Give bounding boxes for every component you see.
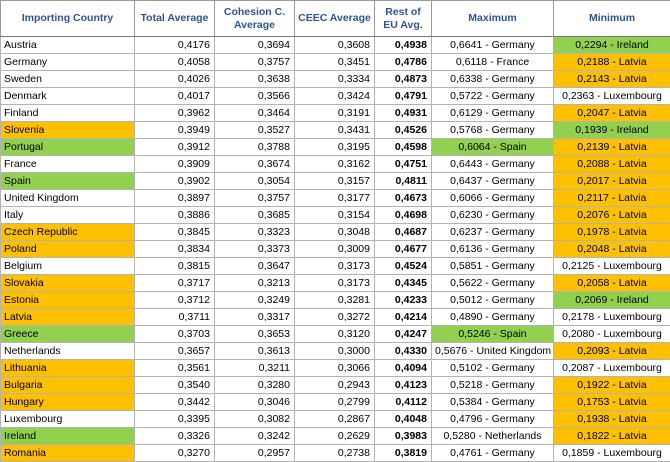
cell-ceec-average: 0,3066 [295, 360, 375, 377]
cell-rest-eu-average: 0,4698 [375, 207, 432, 224]
cell-total-average: 0,3886 [135, 207, 215, 224]
cell-total-average: 0,3897 [135, 190, 215, 207]
header-ceec-average: CEEC Average [295, 1, 375, 37]
table-row [1, 105, 670, 122]
cell-minimum: 0,2047 - Latvia [554, 105, 670, 122]
cell-minimum: 0,2017 - Latvia [554, 173, 670, 190]
cell-total-average: 0,3442 [135, 394, 215, 411]
cell-total-average: 0,3717 [135, 275, 215, 292]
table-header [1, 1, 670, 37]
cell-country: Greece [1, 326, 135, 343]
cell-ceec-average: 0,3000 [295, 343, 375, 360]
cell-rest-eu-average: 0,4811 [375, 173, 432, 190]
cell-country: Hungary [1, 394, 135, 411]
cell-country: Slovakia [1, 275, 135, 292]
cell-ceec-average: 0,3157 [295, 173, 375, 190]
header-total-average: Total Average [135, 1, 215, 37]
table-row [1, 88, 670, 105]
cell-country: Netherlands [1, 343, 135, 360]
cell-country: Lithuania [1, 360, 135, 377]
cell-rest-eu-average: 0,4214 [375, 309, 432, 326]
cell-rest-eu-average: 0,4123 [375, 377, 432, 394]
cell-total-average: 0,3909 [135, 156, 215, 173]
table-row [1, 360, 670, 377]
cell-ceec-average: 0,3154 [295, 207, 375, 224]
cell-minimum: 0,1938 - Latvia [554, 411, 670, 428]
cell-minimum: 0,1939 - Ireland [554, 122, 670, 139]
cell-maximum: 0,6338 - Germany [432, 71, 554, 88]
table-row [1, 224, 670, 241]
table-row [1, 71, 670, 88]
cell-maximum: 0,6443 - Germany [432, 156, 554, 173]
cell-total-average: 0,3949 [135, 122, 215, 139]
cell-minimum: 0,2058 - Latvia [554, 275, 670, 292]
cell-ceec-average: 0,3048 [295, 224, 375, 241]
cell-ceec-average: 0,3608 [295, 37, 375, 54]
cell-ceec-average: 0,3451 [295, 54, 375, 71]
cell-minimum: 0,1978 - Latvia [554, 224, 670, 241]
cell-maximum: 0,5218 - Germany [432, 377, 554, 394]
cell-maximum: 0,4890 - Germany [432, 309, 554, 326]
cell-minimum: 0,2093 - Latvia [554, 343, 670, 360]
cell-ceec-average: 0,2629 [295, 428, 375, 445]
cell-maximum: 0,5676 - United Kingdom [432, 343, 554, 360]
cell-maximum: 0,5102 - Germany [432, 360, 554, 377]
cell-cohesion-average: 0,2957 [215, 445, 295, 462]
cell-country: Spain [1, 173, 135, 190]
cell-total-average: 0,3962 [135, 105, 215, 122]
table-row [1, 190, 670, 207]
cell-country: Germany [1, 54, 135, 71]
cell-maximum: 0,6066 - Germany [432, 190, 554, 207]
cell-minimum: 0,2139 - Latvia [554, 139, 670, 156]
cell-cohesion-average: 0,3280 [215, 377, 295, 394]
cell-cohesion-average: 0,3242 [215, 428, 295, 445]
cell-total-average: 0,4017 [135, 88, 215, 105]
cell-country: Ireland [1, 428, 135, 445]
cell-total-average: 0,3711 [135, 309, 215, 326]
cell-minimum: 0,2188 - Latvia [554, 54, 670, 71]
cell-rest-eu-average: 0,4112 [375, 394, 432, 411]
cell-rest-eu-average: 0,4048 [375, 411, 432, 428]
cell-cohesion-average: 0,3373 [215, 241, 295, 258]
cell-minimum: 0,2076 - Latvia [554, 207, 670, 224]
cell-maximum: 0,6118 - France [432, 54, 554, 71]
cell-rest-eu-average: 0,4247 [375, 326, 432, 343]
cell-total-average: 0,4058 [135, 54, 215, 71]
table-row [1, 343, 670, 360]
cell-maximum: 0,5768 - Germany [432, 122, 554, 139]
cell-minimum: 0,1822 - Latvia [554, 428, 670, 445]
cell-total-average: 0,3845 [135, 224, 215, 241]
cell-total-average: 0,3815 [135, 258, 215, 275]
cell-cohesion-average: 0,3788 [215, 139, 295, 156]
table-row [1, 139, 670, 156]
cell-country: Denmark [1, 88, 135, 105]
cell-total-average: 0,3270 [135, 445, 215, 462]
cell-rest-eu-average: 0,4094 [375, 360, 432, 377]
table-row [1, 241, 670, 258]
cell-rest-eu-average: 0,4931 [375, 105, 432, 122]
cell-total-average: 0,3703 [135, 326, 215, 343]
cell-minimum: 0,2069 - Ireland [554, 292, 670, 309]
cell-cohesion-average: 0,3757 [215, 190, 295, 207]
cell-maximum: 0,5246 - Spain [432, 326, 554, 343]
cell-maximum: 0,4796 - Germany [432, 411, 554, 428]
cell-rest-eu-average: 0,3983 [375, 428, 432, 445]
cell-cohesion-average: 0,3674 [215, 156, 295, 173]
cell-cohesion-average: 0,3249 [215, 292, 295, 309]
cell-total-average: 0,3326 [135, 428, 215, 445]
cell-maximum: 0,6437 - Germany [432, 173, 554, 190]
cell-country: Bulgaria [1, 377, 135, 394]
table-row [1, 411, 670, 428]
cell-maximum: 0,6641 - Germany [432, 37, 554, 54]
cell-minimum: 0,2125 - Luxembourg [554, 258, 670, 275]
cell-cohesion-average: 0,3653 [215, 326, 295, 343]
cell-ceec-average: 0,3281 [295, 292, 375, 309]
cell-minimum: 0,1753 - Latvia [554, 394, 670, 411]
cell-minimum: 0,2178 - Luxembourg [554, 309, 670, 326]
cell-maximum: 0,6230 - Germany [432, 207, 554, 224]
cell-cohesion-average: 0,3527 [215, 122, 295, 139]
cell-ceec-average: 0,3177 [295, 190, 375, 207]
header-row [1, 1, 670, 37]
cell-maximum: 0,5622 - Germany [432, 275, 554, 292]
cell-total-average: 0,3902 [135, 173, 215, 190]
cell-total-average: 0,3395 [135, 411, 215, 428]
cell-ceec-average: 0,2943 [295, 377, 375, 394]
cell-ceec-average: 0,3191 [295, 105, 375, 122]
cell-minimum: 0,2048 - Latvia [554, 241, 670, 258]
cell-cohesion-average: 0,3323 [215, 224, 295, 241]
cell-maximum: 0,5722 - Germany [432, 88, 554, 105]
cell-rest-eu-average: 0,4345 [375, 275, 432, 292]
cell-cohesion-average: 0,3694 [215, 37, 295, 54]
cell-minimum: 0,2117 - Latvia [554, 190, 670, 207]
table-row [1, 207, 670, 224]
cell-country: Austria [1, 37, 135, 54]
cell-ceec-average: 0,2867 [295, 411, 375, 428]
cell-country: Estonia [1, 292, 135, 309]
cell-country: Portugal [1, 139, 135, 156]
cell-cohesion-average: 0,3317 [215, 309, 295, 326]
header-importing-country: Importing Country [1, 1, 135, 37]
cell-minimum: 0,2088 - Latvia [554, 156, 670, 173]
cell-total-average: 0,3561 [135, 360, 215, 377]
cell-minimum: 0,2087 - Luxembourg [554, 360, 670, 377]
cell-maximum: 0,6136 - Germany [432, 241, 554, 258]
cell-cohesion-average: 0,3211 [215, 360, 295, 377]
table-row [1, 275, 670, 292]
cell-maximum: 0,4761 - Germany [432, 445, 554, 462]
cell-minimum: 0,1922 - Latvia [554, 377, 670, 394]
table-row [1, 394, 670, 411]
cell-maximum: 0,5280 - Netherlands [432, 428, 554, 445]
cell-country: Czech Republic [1, 224, 135, 241]
cell-ceec-average: 0,2738 [295, 445, 375, 462]
cell-rest-eu-average: 0,4233 [375, 292, 432, 309]
cell-rest-eu-average: 0,3819 [375, 445, 432, 462]
cell-ceec-average: 0,3162 [295, 156, 375, 173]
table-row [1, 54, 670, 71]
cell-minimum: 0,1859 - Luxembourg [554, 445, 670, 462]
cell-rest-eu-average: 0,4687 [375, 224, 432, 241]
cell-country: Romania [1, 445, 135, 462]
table-body [1, 37, 670, 462]
cell-ceec-average: 0,3173 [295, 275, 375, 292]
cell-rest-eu-average: 0,4873 [375, 71, 432, 88]
cell-total-average: 0,4176 [135, 37, 215, 54]
cell-maximum: 0,6064 - Spain [432, 139, 554, 156]
cell-country: Sweden [1, 71, 135, 88]
cell-rest-eu-average: 0,4524 [375, 258, 432, 275]
cell-ceec-average: 0,3272 [295, 309, 375, 326]
cell-ceec-average: 0,3120 [295, 326, 375, 343]
cell-country: Poland [1, 241, 135, 258]
cell-country: United Kingdom [1, 190, 135, 207]
cell-maximum: 0,6129 - Germany [432, 105, 554, 122]
cell-minimum: 0,2363 - Luxembourg [554, 88, 670, 105]
cell-minimum: 0,2143 - Latvia [554, 71, 670, 88]
cell-cohesion-average: 0,3213 [215, 275, 295, 292]
cell-cohesion-average: 0,3685 [215, 207, 295, 224]
cell-country: Luxembourg [1, 411, 135, 428]
cell-cohesion-average: 0,3638 [215, 71, 295, 88]
cell-cohesion-average: 0,3757 [215, 54, 295, 71]
cell-ceec-average: 0,3009 [295, 241, 375, 258]
cell-ceec-average: 0,3431 [295, 122, 375, 139]
cell-cohesion-average: 0,3054 [215, 173, 295, 190]
cell-total-average: 0,3657 [135, 343, 215, 360]
cell-cohesion-average: 0,3613 [215, 343, 295, 360]
cell-rest-eu-average: 0,4598 [375, 139, 432, 156]
table-row [1, 445, 670, 462]
table-row [1, 37, 670, 54]
cell-country: Slovenia [1, 122, 135, 139]
table-row [1, 309, 670, 326]
table-row [1, 122, 670, 139]
table-row [1, 156, 670, 173]
cell-ceec-average: 0,2799 [295, 394, 375, 411]
header-cohesion-average: Cohesion C. Average [215, 1, 295, 37]
cell-maximum: 0,6237 - Germany [432, 224, 554, 241]
cell-rest-eu-average: 0,4791 [375, 88, 432, 105]
table-row [1, 377, 670, 394]
table-row [1, 258, 670, 275]
cell-country: Latvia [1, 309, 135, 326]
cell-rest-eu-average: 0,4786 [375, 54, 432, 71]
cell-rest-eu-average: 0,4677 [375, 241, 432, 258]
cell-minimum: 0,2294 - Ireland [554, 37, 670, 54]
cell-rest-eu-average: 0,4938 [375, 37, 432, 54]
cell-cohesion-average: 0,3046 [215, 394, 295, 411]
cell-ceec-average: 0,3173 [295, 258, 375, 275]
cell-minimum: 0,2080 - Luxembourg [554, 326, 670, 343]
cell-cohesion-average: 0,3566 [215, 88, 295, 105]
cell-rest-eu-average: 0,4751 [375, 156, 432, 173]
header-minimum: Minimum [554, 1, 670, 37]
cell-ceec-average: 0,3424 [295, 88, 375, 105]
cell-country: France [1, 156, 135, 173]
cell-rest-eu-average: 0,4330 [375, 343, 432, 360]
cell-total-average: 0,3912 [135, 139, 215, 156]
cell-maximum: 0,5384 - Germany [432, 394, 554, 411]
cell-country: Italy [1, 207, 135, 224]
cell-cohesion-average: 0,3647 [215, 258, 295, 275]
table-row [1, 326, 670, 343]
cell-country: Belgium [1, 258, 135, 275]
cell-country: Finland [1, 105, 135, 122]
cell-rest-eu-average: 0,4673 [375, 190, 432, 207]
header-rest-eu-average: Rest of EU Avg. [375, 1, 432, 37]
cell-maximum: 0,5012 - Germany [432, 292, 554, 309]
cell-total-average: 0,3712 [135, 292, 215, 309]
cell-ceec-average: 0,3334 [295, 71, 375, 88]
cell-cohesion-average: 0,3082 [215, 411, 295, 428]
cell-cohesion-average: 0,3464 [215, 105, 295, 122]
cell-total-average: 0,4026 [135, 71, 215, 88]
cell-rest-eu-average: 0,4526 [375, 122, 432, 139]
table-row [1, 428, 670, 445]
table-row [1, 292, 670, 309]
cell-total-average: 0,3834 [135, 241, 215, 258]
cell-ceec-average: 0,3195 [295, 139, 375, 156]
cell-maximum: 0,5851 - Germany [432, 258, 554, 275]
header-maximum: Maximum [432, 1, 554, 37]
table-row [1, 173, 670, 190]
cell-total-average: 0,3540 [135, 377, 215, 394]
